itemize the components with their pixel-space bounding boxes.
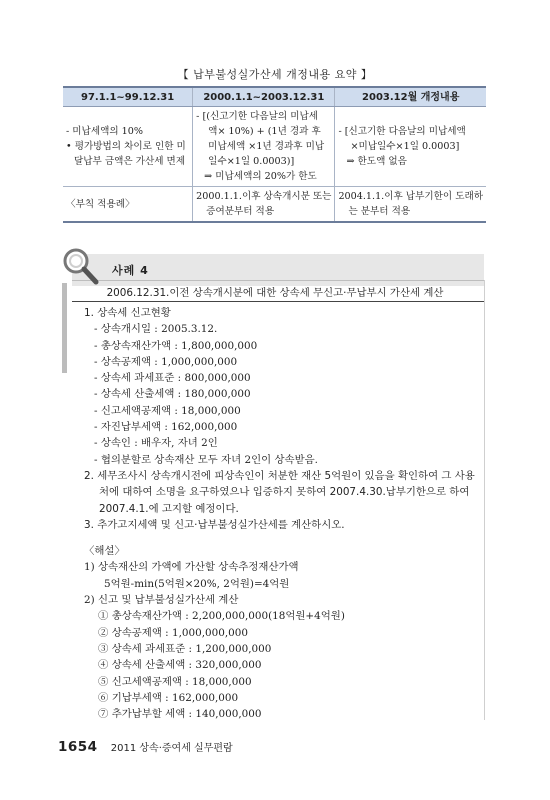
- list-item: - 총상속재산가액 : 1,800,000,000: [94, 339, 258, 352]
- list-item: - 신고세액공제액 : 18,000,000: [94, 404, 241, 417]
- summary-table-cell: [63, 187, 193, 223]
- summary-table-header: 2000.1.1~2003.12.31: [193, 87, 335, 107]
- cell-text: ⇒ 미납세액의 20%가 한도: [204, 171, 317, 182]
- summary-table-cell: [193, 187, 335, 223]
- list-item: - 상속세 과세표준 : 800,000,000: [94, 372, 251, 385]
- cell-text: 액× 10%) + (1년 경과 후: [208, 126, 321, 137]
- list-item: - 상속인 : 배우자, 자녀 2인: [94, 437, 218, 450]
- list-item: - 협의분할로 상속재산 모두 자녀 2인이 상속받음.: [94, 453, 318, 466]
- section-paragraph: 3. 추가고지세액 및 신고·납부불성실가산세를 계산하시오.: [84, 518, 345, 531]
- summary-table-header-row: [63, 87, 486, 107]
- solution-formula: 5억원-min(5억원×20%, 2억원)=4억원: [104, 577, 290, 590]
- page-footer: [58, 739, 233, 755]
- summary-table-row: [63, 107, 486, 187]
- summary-table: [63, 86, 486, 223]
- solution-item: ④ 상속세 산출세액 : 320,000,000: [98, 659, 262, 672]
- cell-text: 는 분부터 적용: [348, 206, 411, 217]
- book-title: 2011 상속·증여세 실무편람: [110, 743, 233, 754]
- cell-text: - [(신고기한 다음날의 미납세: [196, 111, 318, 122]
- list-item: - 상속개시일 : 2005.3.12.: [94, 323, 218, 336]
- solution-step-title: 2) 신고 및 납부불성실가산세 계산: [84, 594, 239, 607]
- summary-table-title: 【 납부불성실가산세 개정내용 요약 】: [177, 68, 373, 81]
- cell-text: • 평가방법의 차이로 인한 미: [66, 141, 186, 152]
- list-item: - 자진납부세액 : 162,000,000: [94, 421, 238, 434]
- summary-table-cell: [335, 187, 486, 223]
- case-box-top-rule: [72, 280, 485, 281]
- case-label: 사례 4: [112, 264, 149, 277]
- cell-text: 증여분부터 적용: [206, 206, 275, 217]
- cell-text: - [신고기한 다음날의 미납세액: [338, 126, 466, 137]
- solution-item: ⑤ 신고세액공제액 : 18,000,000: [98, 675, 252, 688]
- cell-text: 〈부칙 적용례〉: [66, 198, 135, 210]
- solution-step-title: 1) 상속재산의 가액에 가산할 상속추정재산가액: [84, 561, 299, 574]
- cell-text: 달납부 금액은 가산세 면제: [74, 156, 186, 167]
- solution-item: ⑥ 기납부세액 : 162,000,000: [98, 691, 239, 704]
- cell-text: - 미납세액의 10%: [66, 126, 144, 137]
- section-title: 1. 상속세 신고현황: [84, 307, 171, 319]
- case-heading: 2006.12.31.이전 상속개시분에 대한 상속세 무신고·무납부시 가산세 계산: [106, 287, 444, 299]
- solution-item: ① 총상속재산가액 : 2,200,000,000(18억원+4억원): [98, 610, 345, 623]
- solution-item: ③ 상속세 과세표준 : 1,200,000,000: [98, 642, 272, 655]
- list-item: - 상속공제액 : 1,000,000,000: [94, 355, 238, 368]
- summary-table-cell: [193, 107, 335, 187]
- section-paragraph: 2. 세무조사시 상속개시전에 피상속인이 처분한 재산 5억원이 있음을 확인하여 그 사용처에 대하여 소명을 요구하였으나 입증하지 못하여 2007.4.30.납부기한으로 하여 2007.4.1.에 고지할 예정이다.: [84, 469, 475, 515]
- summary-table-cell: [63, 107, 193, 187]
- case-right-rule: [484, 280, 485, 720]
- cell-text: 미납세액 ×1년 경과후 미납: [208, 141, 325, 152]
- case-heading-rule: [72, 301, 484, 302]
- cell-text: ⇒ 한도액 없음: [346, 156, 407, 167]
- page-number: 1654: [58, 739, 98, 755]
- summary-table-cell: [335, 107, 486, 187]
- summary-table-header: 2003.12월 개정내용: [335, 87, 486, 107]
- cell-text: 일수×1일 0.0003)]: [208, 156, 295, 167]
- summary-table-row: [63, 187, 486, 223]
- cell-text: 2004.1.1.이후 납부기한이 도래하: [338, 191, 483, 202]
- list-item: - 상속세 산출세액 : 180,000,000: [94, 388, 251, 401]
- summary-table-header: 97.1.1~99.12.31: [63, 87, 193, 107]
- case-body: [84, 305, 482, 722]
- cell-text: ×미납일수×1일 0.0003]: [350, 141, 460, 152]
- solution-label: 〈해설〉: [84, 545, 125, 558]
- solution-item: ⑦ 추가납부할 세액 : 140,000,000: [98, 708, 262, 721]
- cell-text: 2000.1.1.이후 상속개시분 또는: [196, 191, 332, 202]
- magnifier-icon: [60, 245, 100, 285]
- solution-item: ② 상속공제액 : 1,000,000,000: [98, 626, 249, 639]
